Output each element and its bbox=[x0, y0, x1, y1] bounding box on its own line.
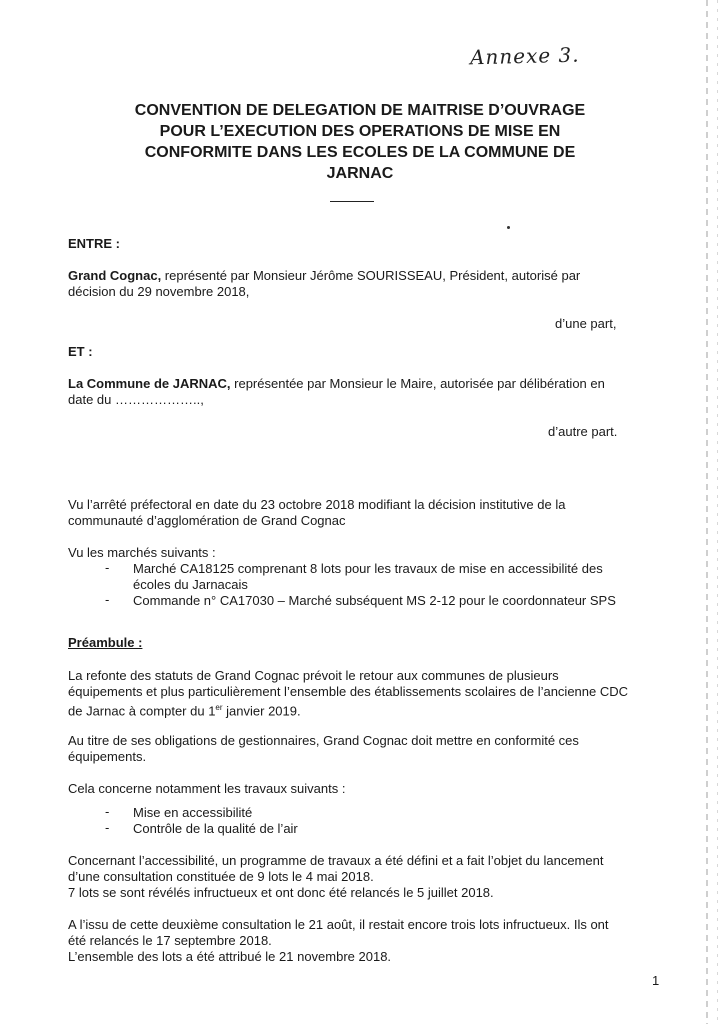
party2-line2: date du ……………….., bbox=[68, 392, 204, 407]
preambule-heading: Préambule : bbox=[68, 635, 143, 650]
bullet-dash: - bbox=[105, 804, 110, 819]
preambule-p5-line2: été relancés le 17 septembre 2018. bbox=[68, 933, 272, 948]
scan-edge-mark bbox=[717, 0, 718, 1024]
party2-name: La Commune de JARNAC, bbox=[68, 376, 231, 391]
et-heading: ET : bbox=[68, 344, 93, 359]
handwritten-annex-note: Annexe 3. bbox=[469, 42, 580, 70]
preambule-p2-line2: équipements. bbox=[68, 749, 147, 764]
party1-line2: décision du 29 novembre 2018, bbox=[68, 284, 250, 299]
marche-item-line2: écoles du Jarnacais bbox=[133, 577, 248, 592]
preambule-p1-line3 bbox=[68, 700, 301, 719]
title-line: CONVENTION DE DELEGATION DE MAITRISE D’OUVRAGE bbox=[134, 102, 586, 119]
work-item: Mise en accessibilité bbox=[133, 805, 253, 820]
vu-arrete-line1: Vu l’arrêté préfectoral en date du 23 octobre 2018 modifiant la décision institutive de la bbox=[68, 497, 566, 512]
bullet-dash: - bbox=[105, 560, 110, 575]
scan-edge-mark bbox=[706, 0, 708, 1024]
preambule-p4-line1: Concernant l’accessibilité, un programme de travaux a été défini et a fait l’objet du lancement bbox=[68, 853, 604, 868]
document-title bbox=[110, 100, 610, 184]
work-item: Contrôle de la qualité de l’air bbox=[133, 821, 298, 836]
text-span: janvier 2019. bbox=[222, 703, 301, 719]
vu-arrete-line2: communauté d’agglomération de Grand Cognac bbox=[68, 513, 346, 528]
title-line: POUR L’EXECUTION DES OPERATIONS DE MISE EN bbox=[159, 123, 561, 140]
preambule-p4-line3: 7 lots se sont révélés infructueux et ont donc été relancés le 5 juillet 2018. bbox=[68, 885, 494, 900]
scan-speck bbox=[507, 226, 510, 229]
bullet-dash: - bbox=[105, 820, 110, 835]
party2-text: représentée par Monsieur le Maire, autorisée par délibération en bbox=[230, 376, 605, 391]
title-line: CONFORMITE DANS LES ECOLES DE LA COMMUNE DE bbox=[144, 144, 576, 161]
page-number: 1 bbox=[652, 973, 660, 988]
preambule-p1-line1: La refonte des statuts de Grand Cognac prévoit le retour aux communes de plusieurs bbox=[68, 668, 559, 683]
preambule-p4-line2: d’une consultation constituée de 9 lots le 4 mai 2018. bbox=[68, 869, 374, 884]
marche-item-line1: Marché CA18125 comprenant 8 lots pour les travaux de mise en accessibilité des bbox=[133, 561, 603, 576]
preambule-p3: Cela concerne notamment les travaux suivants : bbox=[68, 781, 346, 796]
entre-heading: ENTRE : bbox=[68, 236, 120, 251]
party2-closing: d’autre part. bbox=[548, 424, 618, 439]
party1-closing: d’une part, bbox=[555, 316, 617, 331]
party1-name: Grand Cognac, bbox=[68, 268, 162, 283]
title-line: JARNAC bbox=[326, 165, 394, 182]
marche-item-line1: Commande n° CA17030 – Marché subséquent MS 2-12 pour le coordonnateur SPS bbox=[133, 593, 616, 608]
bullet-dash: - bbox=[105, 592, 110, 607]
preambule-p5-line1: A l’issu de cette deuxième consultation le 21 août, il restait encore trois lots infructueux. Ils ont bbox=[68, 917, 609, 932]
title-divider bbox=[330, 201, 374, 202]
party2-line1 bbox=[68, 376, 605, 392]
vu-marches-intro: Vu les marchés suivants : bbox=[68, 545, 216, 560]
superscript: er bbox=[215, 703, 223, 712]
preambule-p1-line2: équipements et plus particulièrement l’ensemble des établissements scolaires de l’ancienne CDC bbox=[68, 684, 629, 699]
preambule-p5-line3: L’ensemble des lots a été attribué le 21 novembre 2018. bbox=[68, 949, 392, 964]
text-span: de Jarnac à compter du 1 bbox=[68, 703, 216, 719]
party1-text: représenté par Monsieur Jérôme SOURISSEAU, Président, autorisé par bbox=[161, 268, 581, 283]
party1-line1 bbox=[68, 268, 580, 284]
preambule-p2-line1: Au titre de ses obligations de gestionnaires, Grand Cognac doit mettre en conformité ces bbox=[68, 733, 579, 748]
